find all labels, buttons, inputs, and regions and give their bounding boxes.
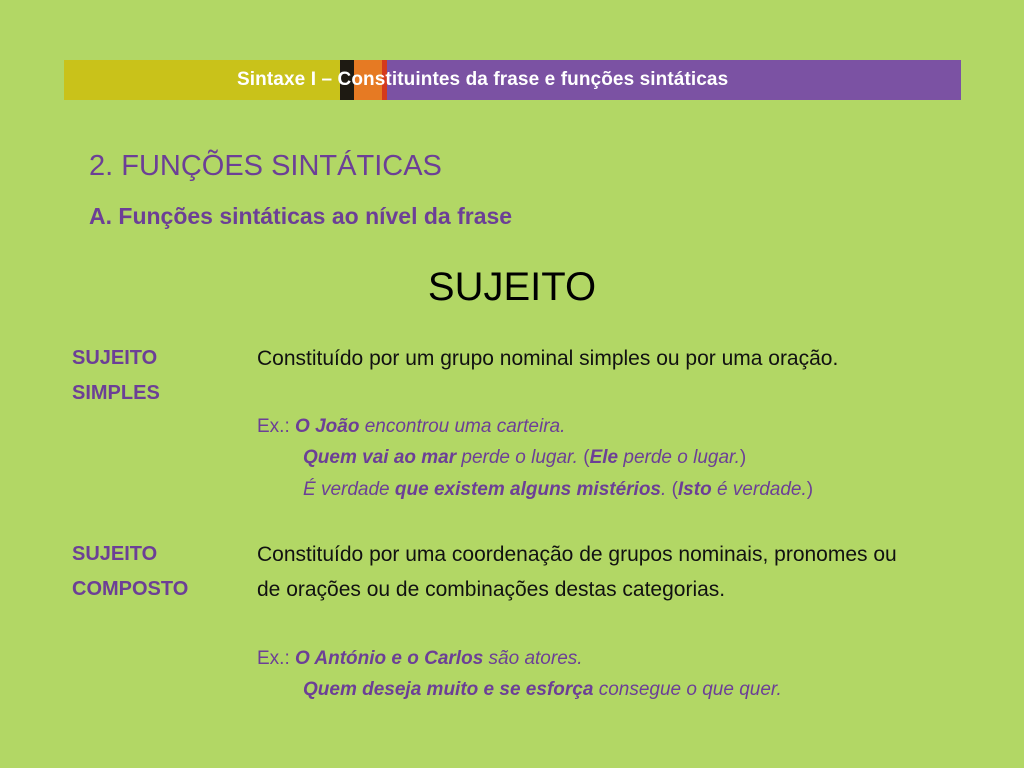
simples-example-3	[303, 475, 813, 505]
composto-label	[72, 537, 188, 607]
simples-ex2-rest: perde o lugar.	[461, 447, 578, 468]
composto-description: Constituído por uma coordenação de grupos nominais, pronomes ou de orações ou de combinações destas categorias.	[257, 543, 897, 601]
simples-ex2-subject: Quem vai ao mar	[303, 447, 457, 468]
banner-part4: Constituintes da frase e funções sintáticas	[337, 69, 729, 90]
simples-ex3-start: É verdade	[303, 479, 390, 500]
banner-part2: I	[310, 69, 317, 90]
simples-ex2-pronoun: Ele	[589, 447, 619, 468]
simples-ex3-close: )	[806, 479, 814, 500]
simples-ex3-open: (	[671, 479, 678, 500]
simples-ex2-open: (	[583, 447, 590, 468]
composto-example-2	[303, 675, 782, 705]
simples-description: Constituído por um grupo nominal simples ou por uma oração.	[257, 347, 839, 370]
composto-ex1-rest: são atores.	[488, 648, 583, 669]
composto-example-1	[257, 644, 583, 674]
composto-label-line1: SUJEITO	[72, 543, 158, 565]
banner-part3: –	[321, 69, 333, 90]
header-banner	[64, 60, 961, 100]
banner-title	[237, 69, 728, 91]
simples-ex1-rest: encontrou uma carteira.	[364, 416, 566, 437]
simples-example-2	[303, 443, 746, 473]
composto-label-line2: COMPOSTO	[72, 578, 189, 600]
simples-ex3-dot: .	[661, 479, 667, 500]
composto-ex2-rest: consegue o que quer.	[598, 679, 782, 700]
simples-ex3-subject: que existem alguns mistérios	[394, 479, 661, 500]
composto-ex2-subject: Quem deseja muito e se esforça	[303, 679, 594, 700]
simples-ex2-close: )	[739, 447, 747, 468]
simples-ex2-pronoun-rest: perde o lugar.	[623, 447, 740, 468]
section-heading: 2. FUNÇÕES SINTÁTICAS	[89, 150, 442, 182]
composto-ex1-subject: O António e o Carlos	[295, 648, 484, 669]
simples-ex3-pronoun-rest: é verdade.	[716, 479, 807, 500]
simples-ex3-pronoun: Isto	[677, 479, 712, 500]
section-subheading: A. Funções sintáticas ao nível da frase	[89, 203, 513, 229]
simples-ex-prefix: Ex.:	[257, 416, 290, 437]
composto-ex-prefix: Ex.:	[257, 648, 290, 669]
slide-title: SUJEITO	[427, 265, 597, 309]
simples-ex1-subject: O João	[295, 416, 360, 437]
simples-label-line1: SUJEITO	[72, 347, 158, 369]
simples-example-1	[257, 412, 565, 442]
banner-part1: Sintaxe	[237, 69, 306, 90]
simples-label	[72, 341, 160, 411]
simples-label-line2: SIMPLES	[72, 382, 160, 404]
